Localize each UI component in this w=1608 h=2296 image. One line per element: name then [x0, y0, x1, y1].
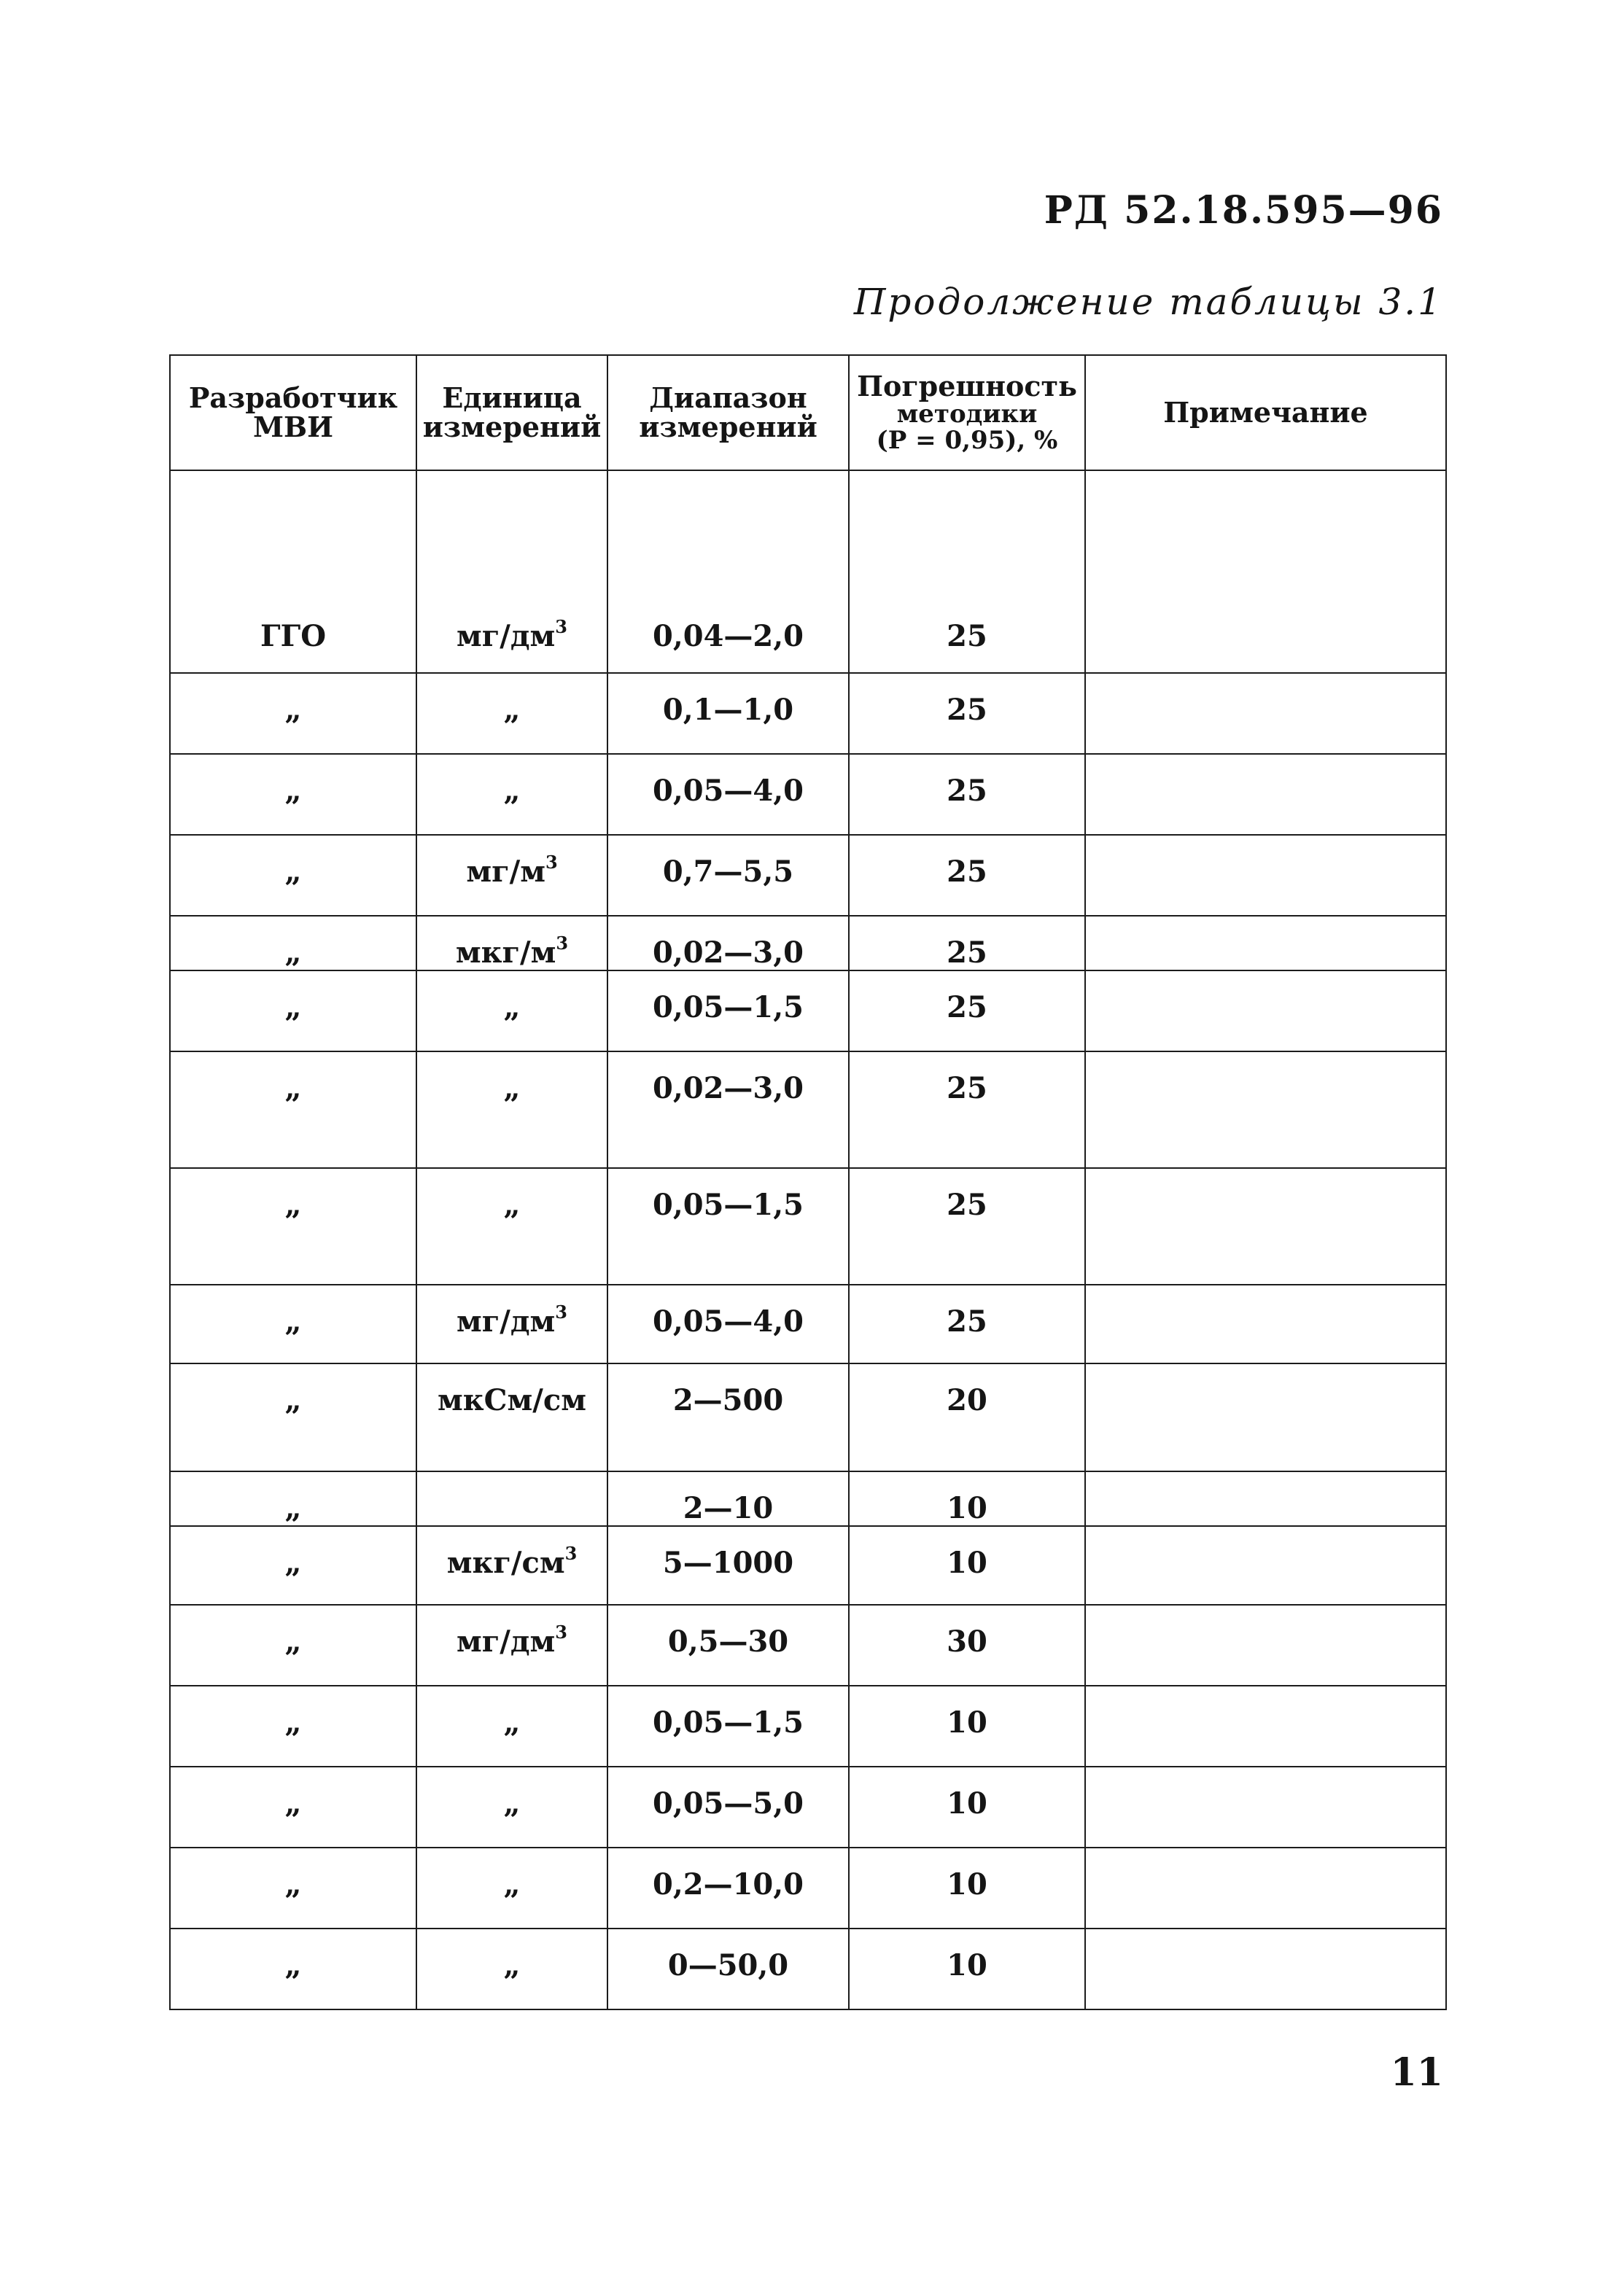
header-error-line2: методики — [896, 400, 1038, 429]
cell-error-text: 10 — [947, 1705, 987, 1740]
cell-range-text: 0,05—1,5 — [652, 1188, 804, 1222]
document-code: РД 52.18.595—96 — [1044, 188, 1443, 233]
cell-error — [849, 673, 1085, 754]
table-row — [170, 835, 1446, 916]
cell-error — [849, 1168, 1085, 1285]
header-error — [849, 355, 1085, 470]
cell-developer-text: „ — [284, 855, 302, 889]
cell-unit-text: „ — [503, 1071, 521, 1105]
cell-range-text: 0,02—3,0 — [652, 935, 804, 970]
table-row — [170, 1848, 1446, 1929]
cell-error-text: 25 — [947, 855, 987, 889]
cell-error — [849, 1526, 1085, 1605]
cell-error — [849, 1686, 1085, 1767]
cell-unit — [416, 916, 607, 970]
cell-developer — [170, 1767, 416, 1848]
table-row — [170, 1285, 1446, 1363]
cell-developer-text: „ — [284, 1491, 302, 1525]
table-row — [170, 673, 1446, 754]
cell-range-text: 0,05—1,5 — [652, 990, 804, 1024]
cell-note — [1085, 1363, 1446, 1471]
cell-note — [1085, 1051, 1446, 1168]
cell-error — [849, 1471, 1085, 1526]
cell-range-text: 0,04—2,0 — [652, 619, 804, 653]
cell-unit-text: мкСм/см — [438, 1383, 586, 1417]
cell-unit — [416, 754, 607, 835]
cell-error — [849, 1605, 1085, 1686]
cell-range-text: 0,5—30 — [667, 1624, 789, 1659]
unit-exponent: 3 — [564, 1543, 578, 1564]
cell-developer — [170, 1848, 416, 1929]
cell-range — [607, 673, 849, 754]
cell-error — [849, 1929, 1085, 2009]
cell-error-text: 25 — [947, 1304, 987, 1339]
page-number: 11 — [1390, 2050, 1443, 2095]
cell-unit — [416, 1767, 607, 1848]
cell-unit-text: мг/дм — [457, 1624, 556, 1659]
cell-note — [1085, 1471, 1446, 1526]
cell-error-text: 25 — [947, 990, 987, 1024]
cell-developer-text: „ — [284, 935, 302, 970]
cell-error-text: 25 — [947, 774, 987, 808]
cell-developer — [170, 1526, 416, 1605]
cell-range — [607, 970, 849, 1051]
table-caption: Продолжение таблицы 3.1 — [853, 281, 1443, 323]
cell-unit — [416, 1363, 607, 1471]
cell-range — [607, 1686, 849, 1767]
cell-range — [607, 470, 849, 673]
cell-developer-text: „ — [284, 1304, 302, 1339]
cell-unit — [416, 1686, 607, 1767]
cell-developer — [170, 1686, 416, 1767]
cell-unit-text: „ — [503, 990, 521, 1024]
cell-range — [607, 1526, 849, 1605]
cell-unit-text: мг/м — [466, 855, 545, 889]
cell-unit-text: „ — [503, 1867, 521, 1902]
cell-unit — [416, 1605, 607, 1686]
cell-error — [849, 470, 1085, 673]
cell-developer-text: „ — [284, 1624, 302, 1659]
header-note: Примечание — [1085, 355, 1446, 470]
cell-range — [607, 1848, 849, 1929]
cell-unit — [416, 673, 607, 754]
header-developer: Разработчик МВИ — [170, 355, 416, 470]
cell-note — [1085, 1605, 1446, 1686]
cell-developer-text: ГГО — [260, 619, 327, 653]
cell-range — [607, 1168, 849, 1285]
cell-range-text: 0,05—4,0 — [652, 774, 804, 808]
table-row — [170, 470, 1446, 673]
table-row — [170, 970, 1446, 1051]
cell-note — [1085, 1168, 1446, 1285]
cell-error-text: 25 — [947, 619, 987, 653]
cell-note — [1085, 470, 1446, 673]
cell-error-text: 25 — [947, 1071, 987, 1105]
cell-range-text: 2—10 — [683, 1491, 774, 1525]
cell-error-text: 25 — [947, 935, 987, 970]
cell-note — [1085, 835, 1446, 916]
cell-range-text: 0,05—4,0 — [652, 1304, 804, 1339]
cell-developer — [170, 916, 416, 970]
cell-unit — [416, 1471, 607, 1526]
table-row — [170, 1605, 1446, 1686]
cell-error-text: 10 — [947, 1867, 987, 1902]
cell-error-text: 30 — [947, 1624, 987, 1659]
cell-developer — [170, 673, 416, 754]
cell-unit-text: мкг/м — [455, 935, 556, 970]
cell-range — [607, 1471, 849, 1526]
cell-unit — [416, 1526, 607, 1605]
cell-unit — [416, 1168, 607, 1285]
unit-exponent: 3 — [555, 616, 567, 637]
cell-developer — [170, 1929, 416, 2009]
cell-developer — [170, 1363, 416, 1471]
cell-note — [1085, 1929, 1446, 2009]
cell-note — [1085, 1848, 1446, 1929]
cell-range — [607, 1051, 849, 1168]
header-row — [170, 355, 1446, 470]
cell-unit — [416, 1051, 607, 1168]
cell-developer-text: „ — [284, 1188, 302, 1222]
cell-error — [849, 1848, 1085, 1929]
cell-unit-text: мг/дм — [457, 1304, 556, 1339]
cell-unit — [416, 970, 607, 1051]
cell-range-text: 0,05—1,5 — [652, 1705, 804, 1740]
cell-range-text: 0,05—5,0 — [652, 1786, 804, 1821]
cell-developer-text: „ — [284, 1546, 302, 1580]
cell-developer — [170, 1605, 416, 1686]
cell-note — [1085, 673, 1446, 754]
cell-unit — [416, 1285, 607, 1363]
cell-error-text: 20 — [947, 1383, 987, 1417]
cell-range — [607, 1605, 849, 1686]
cell-developer — [170, 835, 416, 916]
unit-exponent: 3 — [556, 933, 569, 954]
cell-developer-text: „ — [284, 1071, 302, 1105]
cell-unit — [416, 470, 607, 673]
cell-error-text: 10 — [947, 1491, 987, 1525]
cell-range — [607, 835, 849, 916]
cell-range-text: 5—1000 — [662, 1546, 794, 1580]
cell-developer — [170, 470, 416, 673]
unit-exponent: 3 — [545, 852, 558, 873]
cell-range — [607, 1285, 849, 1363]
cell-range — [607, 1767, 849, 1848]
cell-range — [607, 1363, 849, 1471]
cell-note — [1085, 1767, 1446, 1848]
cell-error-text: 25 — [947, 1188, 987, 1222]
cell-unit-text: мг/дм — [457, 619, 556, 653]
cell-developer — [170, 970, 416, 1051]
cell-range-text: 0,1—1,0 — [662, 693, 794, 727]
cell-unit — [416, 1848, 607, 1929]
cell-developer-text: „ — [284, 1867, 302, 1902]
table-row — [170, 1686, 1446, 1767]
cell-developer-text: „ — [284, 693, 302, 727]
header-error-line1: Погрешность — [857, 370, 1077, 402]
table-row — [170, 1929, 1446, 2009]
cell-range — [607, 754, 849, 835]
cell-developer — [170, 754, 416, 835]
cell-range — [607, 916, 849, 970]
cell-unit-text: „ — [503, 693, 521, 727]
table-row — [170, 1363, 1446, 1471]
cell-unit-text: „ — [503, 1705, 521, 1740]
cell-error-text: 25 — [947, 693, 987, 727]
table-row — [170, 1051, 1446, 1168]
cell-range-text: 0—50,0 — [667, 1948, 789, 1982]
table-row — [170, 916, 1446, 970]
header-range: Диапазон измерений — [607, 355, 849, 470]
cell-note — [1085, 970, 1446, 1051]
cell-developer — [170, 1471, 416, 1526]
cell-unit-text: „ — [503, 1786, 521, 1821]
cell-error-text: 10 — [947, 1786, 987, 1821]
cell-error — [849, 916, 1085, 970]
unit-exponent: 3 — [555, 1301, 567, 1323]
cell-developer-text: „ — [284, 774, 302, 808]
header-error-line3: (P = 0,95), % — [876, 426, 1058, 455]
cell-note — [1085, 1526, 1446, 1605]
cell-unit-text: мкг/см — [446, 1546, 565, 1580]
cell-range-text: 2—500 — [672, 1383, 784, 1417]
table-row — [170, 1168, 1446, 1285]
cell-developer — [170, 1168, 416, 1285]
cell-unit-text: „ — [503, 1948, 521, 1982]
cell-unit-text: „ — [503, 774, 521, 808]
cell-developer — [170, 1285, 416, 1363]
cell-unit — [416, 835, 607, 916]
cell-note — [1085, 1686, 1446, 1767]
cell-error — [849, 754, 1085, 835]
table-row — [170, 1471, 1446, 1526]
cell-note — [1085, 754, 1446, 835]
cell-developer-text: „ — [284, 990, 302, 1024]
cell-error — [849, 835, 1085, 916]
cell-range-text: 0,02—3,0 — [652, 1071, 804, 1105]
cell-error — [849, 970, 1085, 1051]
cell-unit — [416, 1929, 607, 2009]
cell-developer-text: „ — [284, 1786, 302, 1821]
cell-error — [849, 1767, 1085, 1848]
cell-unit-text: „ — [503, 1188, 521, 1222]
cell-error — [849, 1051, 1085, 1168]
cell-developer-text: „ — [284, 1705, 302, 1740]
cell-developer-text: „ — [284, 1383, 302, 1417]
cell-developer-text: „ — [284, 1948, 302, 1982]
cell-range — [607, 1929, 849, 2009]
cell-note — [1085, 1285, 1446, 1363]
cell-error-text: 10 — [947, 1546, 987, 1580]
cell-range-text: 0,2—10,0 — [652, 1867, 804, 1902]
cell-developer — [170, 1051, 416, 1168]
cell-range-text: 0,7—5,5 — [662, 855, 794, 889]
measurement-table — [169, 354, 1447, 2010]
header-unit: Единица измерений — [416, 355, 607, 470]
cell-error — [849, 1363, 1085, 1471]
cell-error-text: 10 — [947, 1948, 987, 1982]
table-row — [170, 1767, 1446, 1848]
unit-exponent: 3 — [555, 1622, 567, 1643]
table-body — [170, 470, 1446, 2009]
table-row — [170, 754, 1446, 835]
cell-error — [849, 1285, 1085, 1363]
table-row — [170, 1526, 1446, 1605]
cell-note — [1085, 916, 1446, 970]
